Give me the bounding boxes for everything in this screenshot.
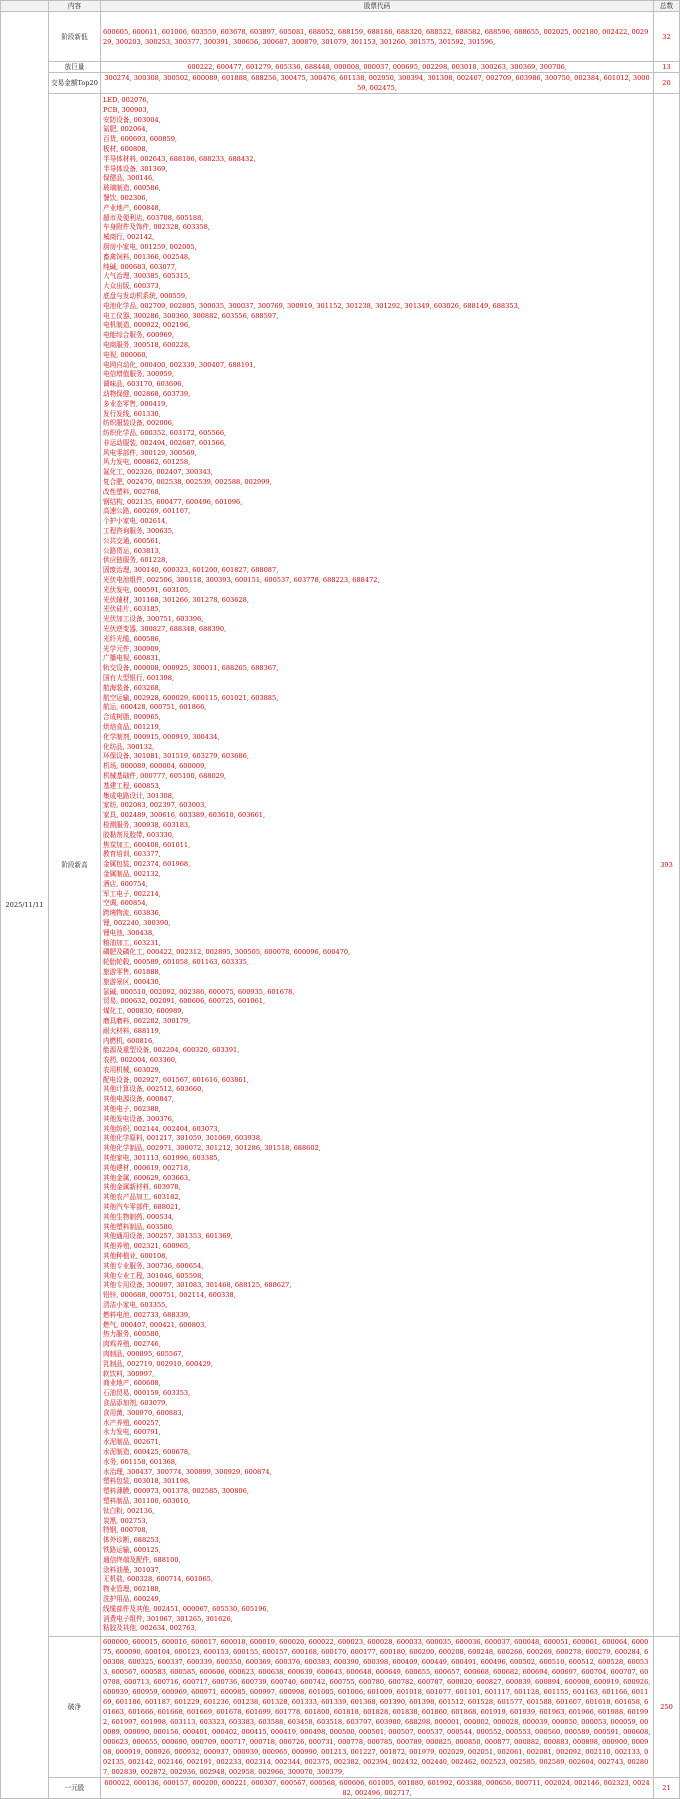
sector-line: 塑料包装, 003018, 301198, (103, 1477, 191, 1486)
sector-line: 个护小家电, 002614, (103, 517, 168, 526)
sector-line: 钢结构, 002135, 600477, 600496, 601096, (103, 497, 243, 506)
sector-line: 军工电子, 002214, (103, 889, 161, 898)
header-total: 总数 (654, 1, 680, 12)
sector-line: 半导体设备, 301369, (103, 164, 168, 173)
sector-line: 百货, 600693, 600859, (103, 135, 178, 144)
sector-line: 其他汽车零部件, 688021, (103, 1203, 181, 1212)
sector-line: 其他生物制药, 000534, (103, 1212, 175, 1221)
table-row (1, 73, 680, 94)
sector-line: 纯碱, 000683, 603077, (103, 262, 178, 271)
count-cell: 393 (654, 94, 680, 1637)
sector-line: 纺织化学品, 600352, 603172, 605566, (103, 429, 227, 438)
sector-line: 动物保健, 002868, 603739, (103, 389, 191, 398)
sector-line: 金属制品, 002132, (103, 869, 161, 878)
sector-line: 其他电源设备, 600847, (103, 1095, 175, 1104)
date-cell: 2025/11/11 (1, 12, 49, 1799)
sector-line: 其他专用设备, 300097, 301083, 301468, 688125, 688627, (103, 1281, 292, 1290)
sector-line: 通信终端及配件, 688100, (103, 1555, 181, 1564)
row-label: 阶段新低 (49, 12, 101, 62)
sector-line: 车身附件及饰件, 002328, 603358, (103, 223, 210, 232)
sector-line: 配电设备, 002927, 601567, 601616, 603861, (103, 1075, 249, 1084)
sector-line: 光学元件, 300909, (103, 644, 161, 653)
header-codes: 股票代码 (101, 1, 654, 12)
sector-line: 纺织服装设备, 002006, (103, 419, 175, 428)
sector-line: 涂料油墨, 301037, (103, 1565, 161, 1574)
table-row (1, 1637, 680, 1778)
sector-line: LED, 002076, (103, 96, 149, 104)
count-cell: 250 (654, 1637, 680, 1778)
sector-line: 安防设备, 003004, (103, 115, 161, 124)
sector-line: 光纤光缆, 600586, (103, 634, 161, 643)
sector-line: 超市及便利店, 603708, 605188, (103, 213, 204, 222)
sector-line: 风力发电, 000862, 601258, (103, 458, 191, 467)
sector-line: 电工仪器, 300286, 300360, 300882, 603556, 688597, (103, 311, 279, 320)
sector-line: 空调, 600854, (103, 899, 148, 908)
sector-line: 风电零部件, 300129, 300569, (103, 448, 197, 457)
sector-line: 塑料薄膜, 000973, 001378, 002585, 300806, (103, 1487, 249, 1496)
sector-line: 粮油加工, 603231, (103, 938, 161, 947)
sector-line: 铁路运输, 600125, (103, 1545, 161, 1554)
sector-line: 基建工程, 600853, (103, 781, 161, 790)
sector-line: 电池化学品, 002709, 002805, 300035, 300037, 300769, 300919, 301152, 301238, 301292, 301349, 603026, 688149, 688353, (103, 301, 520, 310)
sector-line: 集成电路设计, 301308, (103, 791, 175, 800)
sector-line: 调味品, 603170, 603696, (103, 380, 184, 389)
sector-line: 农药, 002004, 603360, (103, 1056, 178, 1065)
count-cell: 13 (654, 62, 680, 73)
row-label: 破净 (49, 1637, 101, 1778)
sector-line: 家具, 002489, 300616, 603389, 603610, 603661, (103, 811, 266, 820)
sector-line: 钛白粉, 002136, (103, 1506, 155, 1515)
sector-line: 保健品, 300146, (103, 174, 155, 183)
sector-line: 固废治理, 300140, 600323, 601200, 601827, 688087, (103, 566, 279, 575)
sector-line: 航海装备, 603268, (103, 683, 161, 692)
sector-line: 轨交设备, 000008, 000925, 300011, 688265, 688367, (103, 664, 279, 673)
sector-line: 产业地产, 600848, (103, 203, 161, 212)
sector-line: 电视, 000060, (103, 350, 148, 359)
count-cell: 20 (654, 73, 680, 94)
sector-line: 旅游零售, 601888, (103, 967, 161, 976)
codes-cell: 600000, 600015, 600016, 600017, 600018, 600019, 600020, 600022, 600023, 600028, 600033, 600035, 600036, 600037, 600048, 600051, 600061, 600064, 600075, 600090, 600104, 600123, 600153, 600155, 600157, 600168, 600170, 600177, 600180, 600200, 600208, 600248, 600266, 600269, 600278, 600279, 600284, 600308, 600325, 600337, 600339, 600350, 600369, 600376, 600383, 600390, 600398, 600409, 600449, 600491, 600496, 600502, 600510, 600512, 600528, 600533, 600567, 600583, 600585, 600606, 600623, 600638, 600639, 600643, 600648, 600649, 600655, 600657, 600668, 600682, 600694, 600697, 600704, 600707, 600708, 600713, 600716, 600717, 600736, 600739, 600740, 600742, 600755, 600780, 600782, 600787, 600820, 600827, 600839, 600894, 600908, 600919, 600926, 600939, 600959, 600969, 600971, 600985, 600997, 600998, 601005, 601006, 601009, 601018, 601077, 601101, 601117, 601128, 601155, 601163, 601166, 601169, 601186, 601187, 601229, 601236, 601238, 601328, 601333, 601339, 601368, 601390, 601398, 601512, 601528, 601577, 601588, 601607, 601618, 601658, 601663, 601666, 601668, 601669, 601678, 601699, 601778, 601800, 601818, 601828, 601838, 601860, 601868, 601919, 601939, 601963, 601966, 601988, 601992, 601997, 601998, 603113, 603323, 603383, 603588, 603458, 603518, 603797, 603980, 688298, 000001, 000002, 000028, 000039, 000050, 000053, 000059, 000089, 000090, 000156, 000401, 000402, 000415, 000419, 000498, 000500, 000501, 000507, 000537, 000544, 000552, 000553, 000560, 000589, 000591, 000608, 000623, 000655, 000690, 000709, 000717, 000718, 000726, 000731, 000778, 000785, 000789, 000825, 000850, 000877, 000882, 000883, 000898, 000900, 000908, 000919, 000926, 000932, 000937, 000939, 000965, 000990, 001213, 001227, 001872, 001979, 002029, 002051, 002061, 002081, 002092, 002110, 002133, 002135, 002142, 002146, 002191, 002233, 002314, 002344, 002375, 002382, 002394, 002432, 002440, 002462, 002523, 002585, 002589, 002604, 002743, 002807, 002839, 002872, 002936, 002948, 002958, 002966, 300070, 300379, (101, 1637, 654, 1778)
sector-line: 商业地产, 600608, (103, 1379, 161, 1388)
sector-line: 耐火材料, 688119, (103, 1026, 161, 1035)
header-date (1, 1, 49, 12)
sector-line: 其他农产品加工, 603182, (103, 1193, 181, 1202)
count-cell: 32 (654, 12, 680, 62)
sector-line: 城商行, 002142, (103, 233, 155, 242)
sector-line: 畜禽饲料, 001366, 002548, (103, 252, 191, 261)
sector-line: 化纺品, 300132, (103, 742, 155, 751)
sector-line: 其他发电设备, 300376, (103, 1114, 175, 1123)
sector-line: 消费电子组件, 301067, 301265, 301626, (103, 1614, 233, 1623)
sector-line: 公路货运, 603813, (103, 546, 161, 555)
sector-line: 光伏硅片, 603185, (103, 605, 161, 614)
sector-line: 家纺, 002083, 002397, 603003, (103, 801, 207, 810)
codes-cell-sectors (101, 94, 654, 1637)
sector-line: 光伏辅材, 301168, 301266, 301278, 603628, (103, 595, 249, 604)
codes-cell: 600222, 600477, 601279, 605336, 688448, 000008, 000037, 000695, 002298, 003018, 300263, 300369, 300706, (101, 62, 654, 73)
sector-line: 热力服务, 600580, (103, 1330, 161, 1339)
sector-line: 环保设备, 301081, 301519, 603279, 603686, (103, 752, 249, 761)
sector-line: 光伏加工设备, 300751, 603396, (103, 615, 204, 624)
sector-line: 改性塑料, 002768, (103, 487, 161, 496)
sector-line: 水力发电, 600791, (103, 1428, 161, 1437)
sector-line: 物业管理, 002188, (103, 1585, 161, 1594)
sector-line: PCB, 300903, (103, 105, 149, 114)
sector-line: 其他电子, 002388, (103, 1105, 161, 1114)
sector-line: 氟化工, 002326, 002407, 300343, (103, 468, 213, 477)
sector-line: 氮肥, 002064, (103, 125, 148, 134)
sector-line: 高速公路, 600269, 601107, (103, 507, 191, 516)
sector-line: 其他建材, 000619, 002718, (103, 1163, 191, 1172)
sector-line: 教育培训, 603377, (103, 850, 161, 859)
sector-line: 水务, 601158, 601368, (103, 1457, 178, 1466)
sector-line: 公共交通, 600561, (103, 536, 161, 545)
sector-line: 其他金属, 600629, 603663, (103, 1173, 191, 1182)
sector-line: 软饮料, 300997, (103, 1369, 155, 1378)
sector-line: 炭黑, 002753, (103, 1516, 148, 1525)
sector-line: 粘胶及其他, 002634, 002763, (103, 1624, 197, 1633)
sector-line: 工程咨询服务, 300635, (103, 527, 175, 536)
sector-line: 肉制品, 000895, 605567, (103, 1350, 184, 1358)
sector-line: 其他化学原料, 001217, 301059, 301069, 603938, (103, 1134, 263, 1143)
sector-line: 焦炭加工, 600408, 601011, (103, 840, 191, 849)
sector-line: 其他塑料制品, 603580, (103, 1222, 175, 1231)
sector-line: 其他金属新材料, 603978, (103, 1183, 181, 1192)
sector-line: 半导体材料, 002643, 688106, 688233, 688432, (103, 154, 256, 163)
sector-line: 贸易, 000632, 002091, 600606, 600725, 601061, (103, 997, 266, 1006)
sector-line: 电网自动化, 000400, 002339, 300407, 688191, (103, 360, 256, 369)
sector-line: 煤化工, 000830, 600989, (103, 1007, 184, 1016)
sector-line: 化学制剂, 000915, 000919, 300434, (103, 732, 220, 741)
sector-line: 其他纺织, 002144, 002404, 603073, (103, 1124, 220, 1133)
sector-line: 合成树脂, 000965, (103, 713, 161, 722)
sector-line: 电能综合服务, 600969, (103, 331, 175, 340)
header-content: 内容 (49, 1, 101, 12)
sector-line: 氯碱, 000510, 002092, 002386, 600075, 600935, 601678, (103, 987, 295, 996)
sector-line: 磨具磨料, 002282, 300179, (103, 1016, 191, 1025)
table-row (1, 1778, 680, 1799)
sector-line: 特钢, 000708, (103, 1526, 148, 1535)
sector-line: 检测服务, 300938, 603183, (103, 820, 191, 829)
sector-line: 大众出版, 600373, (103, 282, 161, 291)
sector-line: 金属包装, 002374, 601968, (103, 860, 191, 869)
sector-line: 玻璃制造, 600586, (103, 184, 161, 193)
sector-line: 底盘与发动机系统, 000559, (103, 291, 188, 300)
sector-line: 光伏电池组件, 002506, 300118, 300393, 600151, 600537, 603778, 688223, 688472, (103, 576, 380, 585)
sector-line: 电信增值服务, 300959, (103, 370, 175, 379)
sector-line: 板材, 600808, (103, 144, 148, 153)
sector-line: 轮胎轮毂, 000589, 601058, 601163, 603335, (103, 958, 249, 967)
sector-line: 胶黏剂及胶带, 603330, (103, 830, 175, 839)
sector-line: 清洁小家电, 603355, (103, 1301, 168, 1310)
sector-line: 酒店, 600754, (103, 879, 148, 888)
sector-line: 其他种植业, 600108, (103, 1252, 168, 1261)
count-cell: 21 (654, 1778, 680, 1799)
table-row (1, 62, 680, 73)
sector-line: 无机盐, 600328, 600714, 601065, (103, 1575, 213, 1584)
sector-line: 燃气, 000407, 000421, 600803, (103, 1320, 207, 1329)
sector-line: 体外诊断, 688253, (103, 1536, 161, 1545)
sector-line: 食用菌, 300970, 600883, (103, 1408, 184, 1417)
sector-line: 厨房小家电, 001259, 002005, (103, 242, 197, 251)
sector-line: 机场, 000089, 600004, 600009, (103, 762, 207, 771)
sector-line: 塑料制品, 301100, 603010, (103, 1496, 191, 1505)
row-label: 阶段新高 (49, 94, 101, 1637)
sector-line: 其他化学制品, 002971, 300072, 301212, 301286, 301518, 688602, (103, 1144, 321, 1153)
sector-line: 食品添加剂, 603079, (103, 1398, 168, 1407)
codes-cell: 600022, 600136, 600157, 600200, 600221, 600307, 600567, 600568, 600606, 601005, 601880, 601992, 603388, 000656, 000711, 002024, 002146, 002323, 002482, 002496, 002717, (101, 1778, 654, 1799)
table-header (1, 1, 680, 12)
sector-line: 水泥制造, 600425, 600678, (103, 1447, 191, 1456)
sector-line: 内燃机, 600816, (103, 1036, 155, 1045)
sector-line: 跨境物流, 603836, (103, 909, 161, 918)
sector-line: 能源及重型设备, 002204, 600320, 603391, (103, 1046, 240, 1055)
sector-line: 电机制造, 000922, 002196, (103, 321, 191, 330)
sector-line: 铅锌, 000688, 000751, 002114, 600338, (103, 1291, 236, 1300)
codes-cell: 300274, 300308, 300502, 600089, 601888, 688256, 300475, 300476, 601138, 002050, 300394, 301308, 002407, 002709, 603986, 300750, 002384, 601012, 300059, 002475, (101, 73, 654, 94)
sector-line: 其他家电, 301113, 601996, 603385, (103, 1154, 220, 1163)
sector-line: 磷肥及磷化工, 000422, 002312, 002895, 300505, 600078, 600096, 600470, (103, 948, 351, 957)
sector-line: 线缆部件及其他, 002451, 600067, 605530, 605196, (103, 1604, 269, 1613)
row-label: 一元股 (49, 1778, 101, 1799)
table-row (1, 94, 680, 1637)
sector-line: 国有大型银行, 601398, (103, 674, 175, 683)
sector-list (103, 96, 651, 1634)
sector-line: 其他专业工程, 301046, 605598, (103, 1271, 204, 1280)
sector-line: 肉鸡养殖, 002746, (103, 1340, 161, 1349)
sector-line: 农用机械, 603029, (103, 1065, 161, 1074)
sector-line: 其他通用设备, 300257, 301353, 601369, (103, 1232, 233, 1241)
sector-line: 多业态零售, 000419, (103, 399, 168, 408)
table-row (1, 12, 680, 62)
sector-line: 燃料电池, 002733, 688339, (103, 1310, 191, 1319)
sector-line: 广播电视, 600831, (103, 654, 161, 663)
sector-line: 光伏发电, 000591, 603105, (103, 585, 191, 594)
sector-line: 航空运输, 002928, 600029, 600115, 601021, 603885, (103, 693, 279, 702)
sector-line: 锂电池, 300438, (103, 928, 155, 937)
sector-line: 水泥制品, 002671, (103, 1438, 161, 1447)
sector-line: 发行发线, 601330, (103, 409, 161, 418)
sector-line: 大气治理, 300385, 605315, (103, 272, 191, 281)
sector-line: 锂, 002240, 300390, (103, 918, 171, 927)
sector-line: 电商服务, 300518, 600228, (103, 340, 191, 349)
row-label: 交易金额Top20 (49, 73, 101, 94)
sector-line: 供应链服务, 601228, (103, 556, 168, 565)
sector-line: 光伏逆变器, 300827, 688348, 688390, (103, 625, 227, 634)
sector-line: 水治理, 300437, 300774, 300899, 300929, 600874, (103, 1467, 272, 1476)
sector-line: 旅游景区, 000430, (103, 977, 161, 986)
sector-line: 航运, 600428, 600751, 601866, (103, 703, 207, 712)
sector-line: 其他计算设备, 002512, 603660, (103, 1085, 204, 1094)
sector-line: 水产养殖, 600257, (103, 1418, 161, 1427)
sector-line: 烘焙食品, 001219, (103, 723, 161, 731)
sector-line: 非运动服装, 002494, 002687, 601566, (103, 438, 227, 447)
sector-line: 机械基础件, 000777, 605100, 688029, (103, 771, 227, 780)
sector-line: 乳制品, 002719, 002910, 600429, (103, 1359, 213, 1368)
sector-line: 洗护用品, 600249, (103, 1594, 161, 1603)
sector-line: 餐饮, 002306, (103, 193, 148, 202)
sector-line: 复合肥, 002470, 002538, 002539, 002588, 002999, (103, 478, 272, 487)
sector-line: 其他养殖, 002321, 600965, (103, 1242, 191, 1251)
row-label: 放巨量 (49, 62, 101, 73)
codes-cell: 600605, 600611, 601006, 603559, 603678, 603897, 605081, 688052, 688159, 688186, 688320, 688522, 688582, 688596, 688655, 002025, 002180, 002422, 002929, 300203, 300253, 300377, 300391, 300656, 300687, 300879, 301079, 301153, 301260, 301575, 301592, 301596, (101, 12, 654, 62)
sector-line: 其他专业服务, 300736, 600654, (103, 1261, 204, 1270)
sector-line: 石油贸易, 000159, 603353, (103, 1389, 191, 1398)
